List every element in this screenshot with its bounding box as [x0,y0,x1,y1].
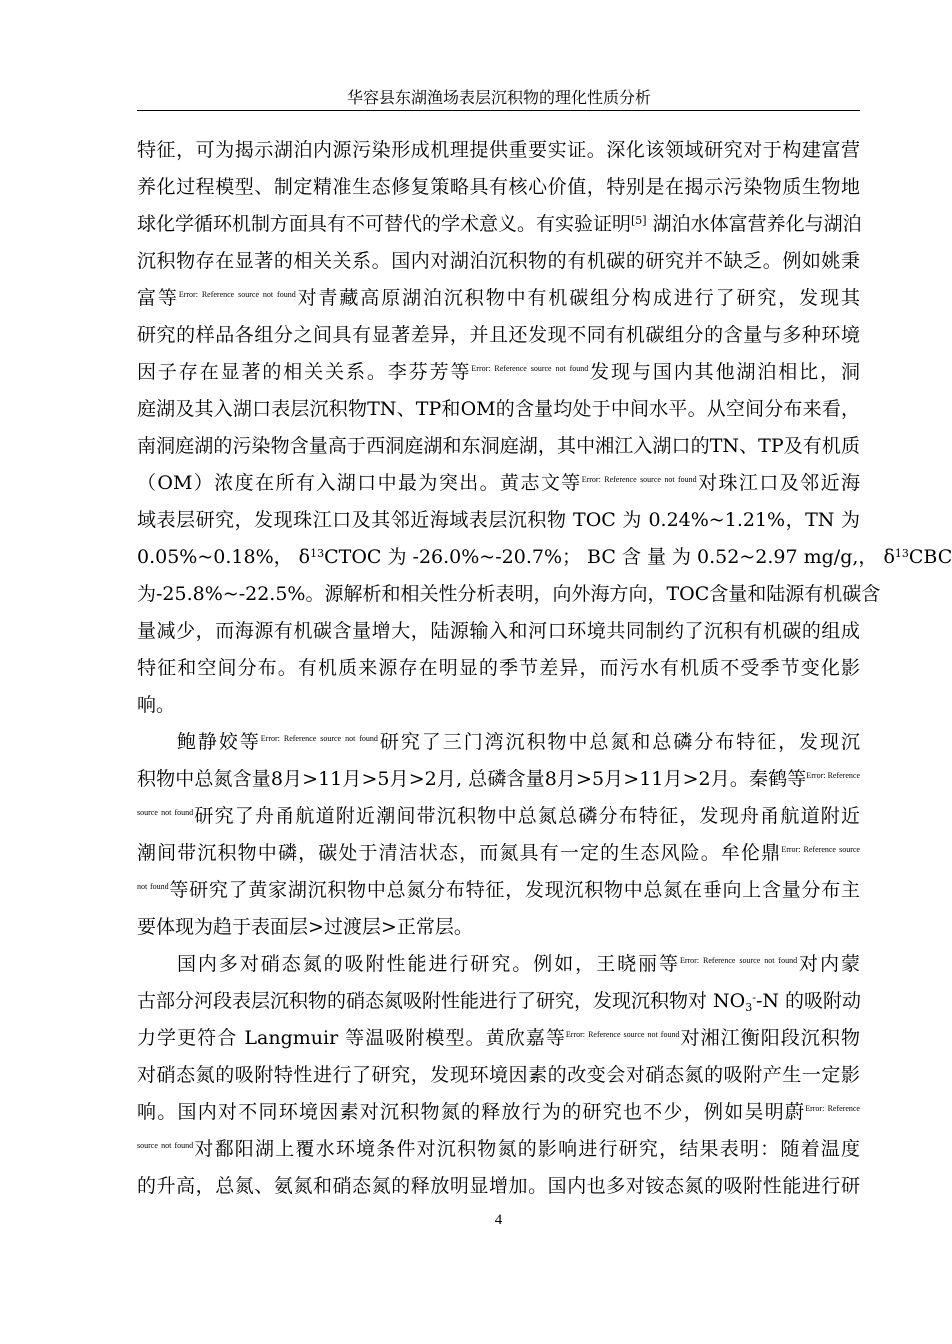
citation-error: source not found [137,808,194,817]
text-line: 域表层研究，发现珠江口及其邻近海域表层沉积物 TOC 为 0.24%~1.21%，TN 为 [137,509,860,531]
text-line: 响。国内对不同环境因素对沉积物氮的释放行为的研究也不少，例如吴明蔚$^{Error: Reference}$ [137,1101,860,1123]
text-line: 特征和空间分布。有机质来源存在明显的季节差异，而污水有机质不受季节变化影 [137,657,860,679]
text-line: 的升高，总氮、氨氮和硝态氮的释放明显增加。国内也多对铵态氮的吸附性能进行研 [137,1175,860,1197]
text-line: 沉积物存在显著的相关关系。国内对湖泊沉积物的有机碳的研究并不缺乏。例如姚秉 [137,250,860,272]
subscript: 3 [745,1001,753,1014]
superscript: 13 [310,547,325,560]
text-line: 力学更符合 Langmuir 等温吸附模型。黄欣嘉等$^{Error: Reference source not found}$对湘江衡阳段沉积物 [137,1027,860,1049]
text-line: 特征，可为揭示湖泊内源污染形成机理提供重要实证。深化该领域研究对于构建富营 [137,139,860,161]
citation-error: Error: Reference [806,771,860,780]
text-line: 庭湖及其入湖口表层沉积物TN、TP和OM的含量均处于中间水平。从空间分布来看， [137,398,860,420]
text-line: $^{not found}$等研究了黄家湖沉积物中总氮分布特征，发现沉积物中总氮在垂向上含量分布主 [137,879,860,901]
citation-error: Error: Reference source not found [565,1030,680,1039]
citation-error: Error: Reference [805,1104,860,1113]
running-header: 华容县东湖渔场表层沉积物的理化性质分析 [346,88,651,107]
citation-error: Error: Reference source not found [178,290,296,299]
text-line: 富等$^{Error: Reference source not found}$对青藏高原湖泊沉积物中有机碳组分构成进行了研究，发现其 [137,287,860,309]
page-number: 4 [494,1212,503,1228]
text-line: 要体现为趋于表面层>过渡层>正常层。 [137,916,473,938]
citation-error: Error: Reference source not found [260,734,378,743]
superscript: - [752,991,756,1004]
text-line: $^{source not found}$研究了舟甬航道附近潮间带沉积物中总氮总磷分布特征，发现舟甬航道附近 [137,805,860,827]
text-line: （OM）浓度在所有入湖口中最为突出。黄志文等$^{Error: Reference source not found}$对珠江口及邻近海 [137,472,860,494]
text-line: 潮间带沉积物中磷，碳处于清洁状态，而氮具有一定的生态风险。牟伦鼎$^{Error: Reference source}$ [137,842,860,864]
citation-error: Error: Reference source not found [471,364,589,373]
citation-error: Error: Reference source not found [581,475,697,484]
text-line: 研究的样品各组分之间具有显著差异，并且还发现不同有机碳组分的含量与多种环境 [137,324,860,346]
text-line: 国内多对硝态氮的吸附性能进行研究。例如，王晓丽等$^{Error: Reference source not found}$对内蒙 [175,953,860,975]
citation-error: Error: Reference source not found [679,956,798,965]
text-line: 球化学循环机制方面具有不可替代的学术意义。有实验证明[5] 湖泊水体富营养化与湖泊 [137,213,862,235]
citation-error: not found [137,882,169,891]
text-line: 对硝态氮的吸附特性进行了研究，发现环境因素的改变会对硝态氮的吸附产生一定影 [137,1064,860,1086]
body-text [137,132,952,1205]
text-line: 因子存在显著的相关关系。李芬芳等$^{Error: Reference source not found}$发现与国内其他湖泊相比，洞 [137,361,860,383]
superscript: 13 [894,547,909,560]
text-line: 南洞庭湖的污染物含量高于西洞庭湖和东洞庭湖，其中湘江入湖口的TN、TP及有机质 [137,435,860,457]
header-rule [137,110,860,111]
text-line: $^{source not found}$对鄱阳湖上覆水环境条件对沉积物氮的影响进行研究，结果表明：随着温度 [137,1138,860,1160]
citation: [5] [631,214,647,227]
citation-error: source not found [137,1141,194,1150]
text-line: 鲍静姣等$^{Error: Reference source not found}$研究了三门湾沉积物中总氮和总磷分布特征，发现沉 [175,731,860,753]
text-line: 0.05%~0.18%， $\delta^{13}CTOC$ 为 -26.0%~-20.7%； BC 含 量 为 0.52~2.97 mg/g,， $\delta^{13}CBC$ [137,546,952,568]
text-line: 响。 [137,694,176,716]
text-line: 为-25.8%~-22.5%。源解析和相关性分析表明，向外海方向，TOC含量和陆源有机碳含 [137,583,881,605]
citation-error: Error: Reference source [781,845,860,854]
text-line: 古部分河段表层沉积物的硝态氮吸附性能进行了研究，发现沉积物对 $NO_3^--N$ 的吸附动 [137,990,862,1014]
text-line: 积物中总氮含量8月>11月>5月>2月, 总磷含量8月>5月>11月>2月。秦鹤等$^{Error: Reference}$ [137,768,860,790]
text-line: 养化过程模型、制定精准生态修复策略具有核心价值，特别是在揭示污染物质生物地 [137,176,860,198]
text-line: 量减少，而海源有机碳含量增大，陆源输入和河口环境共同制约了沉积有机碳的组成 [137,620,860,642]
